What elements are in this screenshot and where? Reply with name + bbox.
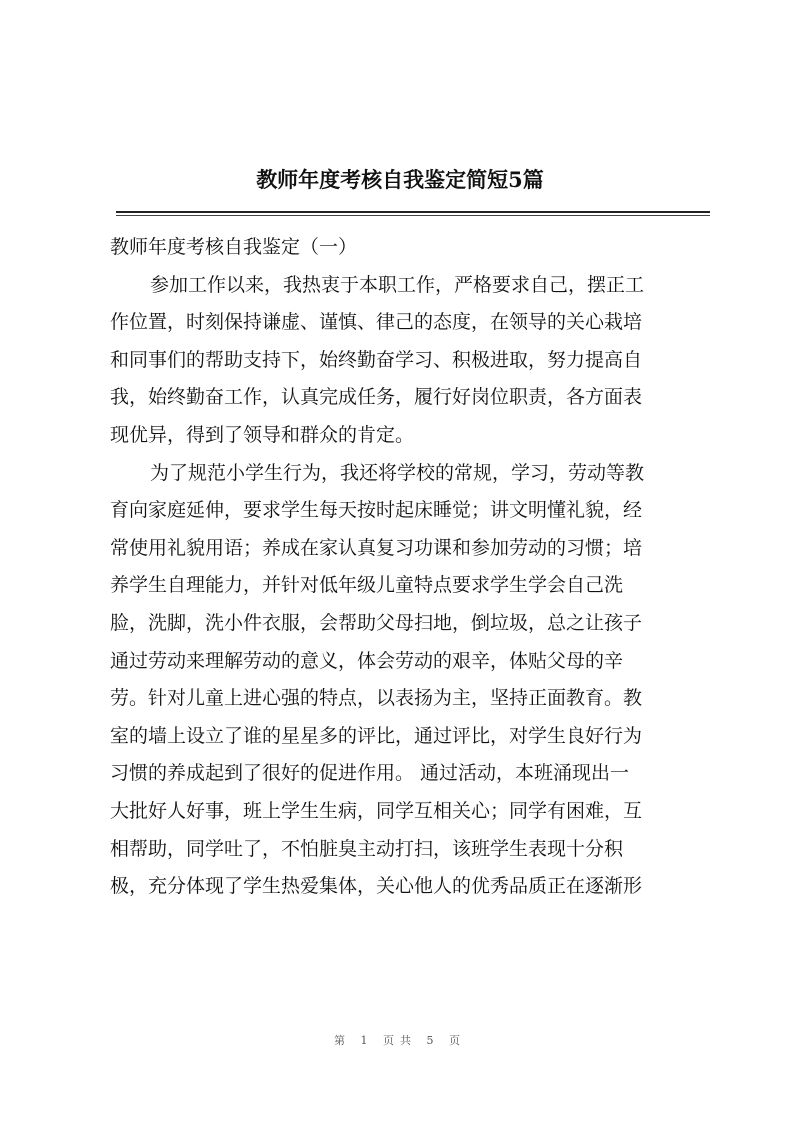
paragraph-line: 作位置，时刻保持谦虚、谨慎、律己的态度，在领导的关心栽培 (110, 311, 643, 334)
paragraph-line: 大批好人好事，班上学生生病，同学互相关心；同学有困难，互 (110, 799, 643, 822)
document-title: 教师年度考核自我鉴定简短5篇 (256, 167, 544, 192)
paragraph-line: 育向家庭延伸，要求学生每天按时起床睡觉；讲文明懂礼貌，经 (110, 499, 643, 522)
paragraph-line: 极，充分体现了学生热爱集体，关心他人的优秀品质正在逐渐形 (110, 875, 643, 898)
paragraph-line: 和同事们的帮助支持下，始终勤奋学习、积极进取，努力提高自 (110, 348, 643, 371)
paragraph-line: 室的墙上设立了谁的星星多的评比，通过评比，对学生良好行为 (110, 724, 643, 747)
title-divider-thick (116, 211, 710, 213)
paragraph-line: 劳。针对儿童上进心强的特点，以表扬为主，坚持正面教育。教 (110, 687, 643, 710)
paragraph-line: 常使用礼貌用语；养成在家认真复习功课和参加劳动的习惯；培 (110, 536, 643, 559)
section-heading: 教师年度考核自我鉴定（一） (110, 236, 358, 258)
paragraph-line: 通过劳动来理解劳动的意义，体会劳动的艰辛，体贴父母的辛 (110, 649, 624, 672)
document-body (110, 229, 710, 906)
paragraph-line: 相帮助，同学吐了，不怕脏臭主动打扫，该班学生表现十分积 (110, 837, 624, 860)
paragraph-line: 习惯的养成起到了很好的促进作用。 通过活动，本班涌现出一 (110, 762, 630, 785)
paragraph-line: 我，始终勤奋工作，认真完成任务，履行好岗位职责，各方面表 (110, 386, 643, 409)
page-footer: 第 1 页共 5 页 (334, 1034, 466, 1047)
paragraph-line: 脸，洗脚，洗小件衣服，会帮助父母扫地，倒垃圾，总之让孩子 (110, 611, 643, 634)
paragraph-line: 养学生自理能力，并针对低年级儿童特点要求学生学会自己洗 (110, 574, 624, 597)
paragraph-line: 为了规范小学生行为，我还将学校的常规，学习，劳动等教 (150, 461, 645, 484)
paragraph-line: 参加工作以来，我热衷于本职工作，严格要求自己，摆正工 (150, 273, 645, 296)
title-divider-thin (116, 215, 710, 216)
paragraph-line: 现优异，得到了领导和群众的肯定。 (110, 423, 415, 446)
